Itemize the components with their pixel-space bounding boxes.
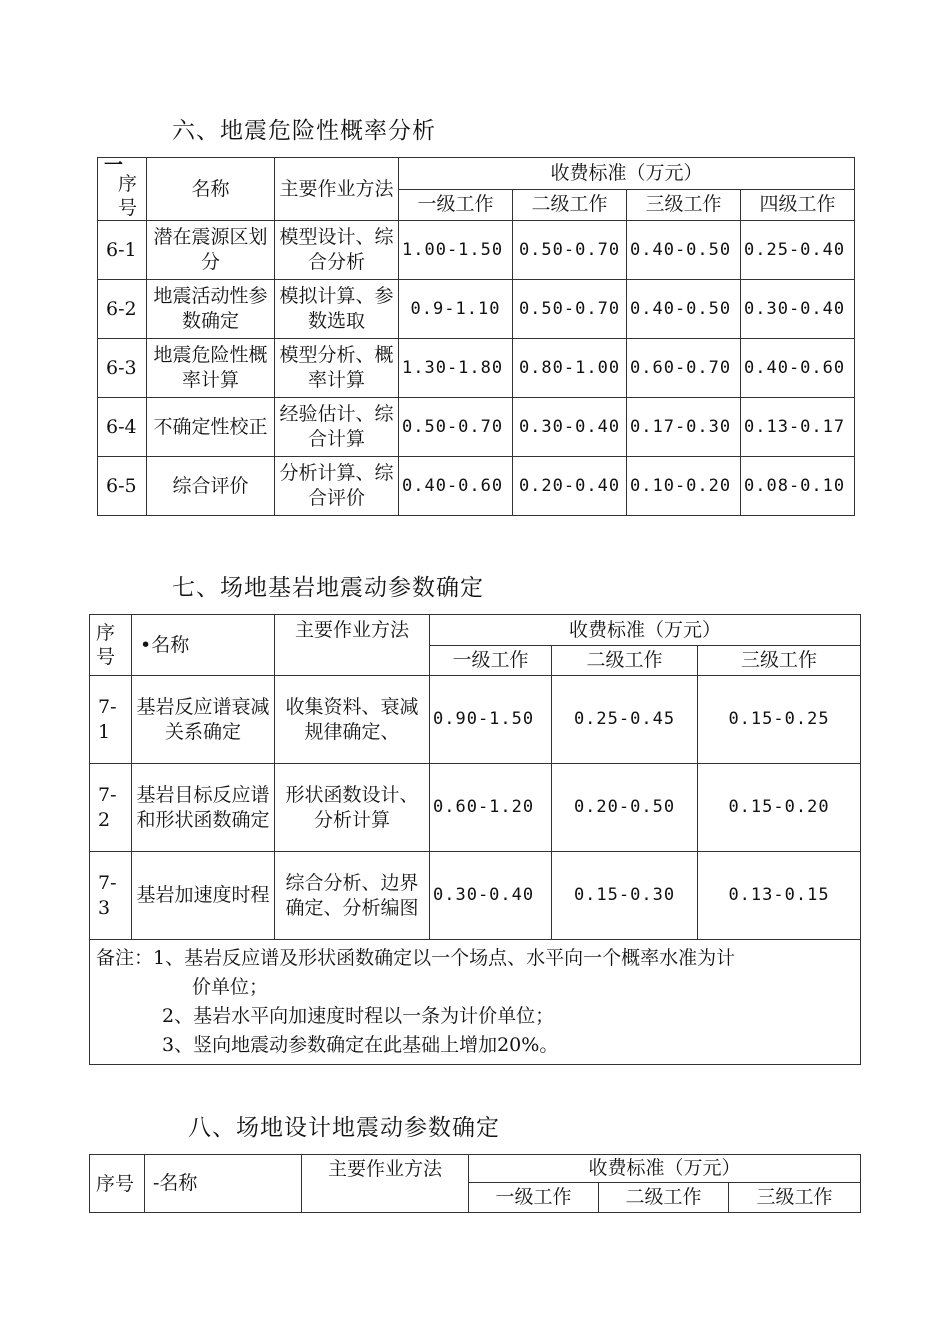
- seq-header-label: 序号: [118, 173, 138, 219]
- row-fee: 0.50-0.70: [399, 398, 513, 457]
- row-fee: 0.40-0.50: [627, 280, 741, 339]
- seq-header: 序号: [90, 1155, 145, 1213]
- row-method: 经验估计、综合计算: [275, 398, 399, 457]
- method-header: 主要作业方法: [302, 1155, 469, 1213]
- fee-table-7: [89, 614, 861, 1065]
- row-seq: 7-3: [90, 852, 132, 940]
- fee-header: 收费标准（万元）: [469, 1155, 861, 1183]
- level-header: 一级工作: [399, 189, 513, 221]
- row-fee: 0.15-0.30: [552, 852, 698, 940]
- level-header: 三级工作: [627, 189, 741, 221]
- remark-line: 价单位；: [192, 976, 269, 998]
- table-row: [98, 339, 855, 398]
- row-method: 分析计算、综合评价: [275, 457, 399, 516]
- method-header: 主要作业方法: [275, 158, 399, 221]
- table-row: [98, 221, 855, 280]
- row-method: 综合分析、边界确定、分析编图: [275, 852, 430, 940]
- level-header: 四级工作: [741, 189, 855, 221]
- row-fee: 0.17-0.30: [627, 398, 741, 457]
- table-row: [98, 398, 855, 457]
- row-name: 地震危险性概率计算: [147, 339, 275, 398]
- remark-line: 3、竖向地震动参数确定在此基础上增加20%。: [162, 1034, 559, 1056]
- fee-table-6: [97, 157, 855, 516]
- seq-header-mark: 一: [104, 157, 124, 176]
- row-fee: 1.30-1.80: [399, 339, 513, 398]
- row-fee: 0.25-0.45: [552, 676, 698, 764]
- remarks: [90, 940, 861, 1065]
- row-method: 模型分析、概率计算: [275, 339, 399, 398]
- fee-table-8: [89, 1154, 861, 1213]
- row-method: 形状函数设计、分析计算: [275, 764, 430, 852]
- remarks-row: [90, 940, 861, 1065]
- level-header: 二级工作: [552, 646, 698, 676]
- row-fee: 0.25-0.40: [741, 221, 855, 280]
- section-7-title: 七、场地基岩地震动参数确定: [172, 575, 484, 601]
- row-seq: 6-5: [98, 457, 147, 516]
- row-fee: 0.80-1.00: [513, 339, 627, 398]
- seq-header: 序号: [90, 615, 132, 676]
- level-header: 三级工作: [698, 646, 861, 676]
- level-header: 二级工作: [513, 189, 627, 221]
- row-fee: 0.15-0.25: [698, 676, 861, 764]
- row-name: 潜在震源区划分: [147, 221, 275, 280]
- row-fee: 0.40-0.60: [399, 457, 513, 516]
- table-row: [90, 852, 861, 940]
- level-header: 一级工作: [430, 646, 552, 676]
- method-header: 主要作业方法: [275, 615, 430, 676]
- seq-header: [98, 158, 147, 221]
- row-fee: 1.00-1.50: [399, 221, 513, 280]
- row-method: 模型设计、综合分析: [275, 221, 399, 280]
- row-fee: 0.08-0.10: [741, 457, 855, 516]
- row-seq: 7-1: [90, 676, 132, 764]
- name-header: •名称: [132, 615, 275, 676]
- row-fee: 0.13-0.17: [741, 398, 855, 457]
- section-8-title: 八、场地设计地震动参数确定: [188, 1115, 500, 1141]
- row-fee: 0.30-0.40: [430, 852, 552, 940]
- remark-line: 备注：1、基岩反应谱及形状函数确定以一个场点、水平向一个概率水准为计: [96, 947, 736, 969]
- row-seq: 7-2: [90, 764, 132, 852]
- level-header: 一级工作: [469, 1183, 599, 1213]
- row-seq: 6-4: [98, 398, 147, 457]
- row-fee: 0.30-0.40: [513, 398, 627, 457]
- table-row: [98, 280, 855, 339]
- row-name: 综合评价: [147, 457, 275, 516]
- level-header: 三级工作: [729, 1183, 861, 1213]
- name-header: 名称: [147, 158, 275, 221]
- row-fee: 0.9-1.10: [399, 280, 513, 339]
- row-fee: 0.60-1.20: [430, 764, 552, 852]
- table-row: [90, 764, 861, 852]
- row-seq: 6-2: [98, 280, 147, 339]
- row-fee: 0.15-0.20: [698, 764, 861, 852]
- name-header: -名称: [145, 1155, 302, 1213]
- row-fee: 0.13-0.15: [698, 852, 861, 940]
- row-fee: 0.10-0.20: [627, 457, 741, 516]
- row-fee: 0.20-0.50: [552, 764, 698, 852]
- fee-header: 收费标准（万元）: [430, 615, 861, 646]
- row-fee: 0.40-0.50: [627, 221, 741, 280]
- row-fee: 0.50-0.70: [513, 280, 627, 339]
- remark-line: 2、基岩水平向加速度时程以一条为计价单位；: [162, 1005, 555, 1027]
- fee-header: 收费标准（万元）: [399, 158, 855, 190]
- row-name: 基岩目标反应谱和形状函数确定: [132, 764, 275, 852]
- row-method: 模拟计算、参数选取: [275, 280, 399, 339]
- row-name: 不确定性校正: [147, 398, 275, 457]
- level-header: 二级工作: [599, 1183, 729, 1213]
- row-seq: 6-1: [98, 221, 147, 280]
- row-name: 地震活动性参数确定: [147, 280, 275, 339]
- row-method: 收集资料、衰减规律确定、: [275, 676, 430, 764]
- row-name: 基岩加速度时程: [132, 852, 275, 940]
- table-row: [90, 676, 861, 764]
- row-fee: 0.50-0.70: [513, 221, 627, 280]
- row-fee: 0.60-0.70: [627, 339, 741, 398]
- row-seq: 6-3: [98, 339, 147, 398]
- row-fee: 0.30-0.40: [741, 280, 855, 339]
- row-fee: 0.90-1.50: [430, 676, 552, 764]
- table-row: [98, 457, 855, 516]
- row-fee: 0.20-0.40: [513, 457, 627, 516]
- section-6-title: 六、地震危险性概率分析: [172, 118, 436, 144]
- row-name: 基岩反应谱衰减关系确定: [132, 676, 275, 764]
- row-fee: 0.40-0.60: [741, 339, 855, 398]
